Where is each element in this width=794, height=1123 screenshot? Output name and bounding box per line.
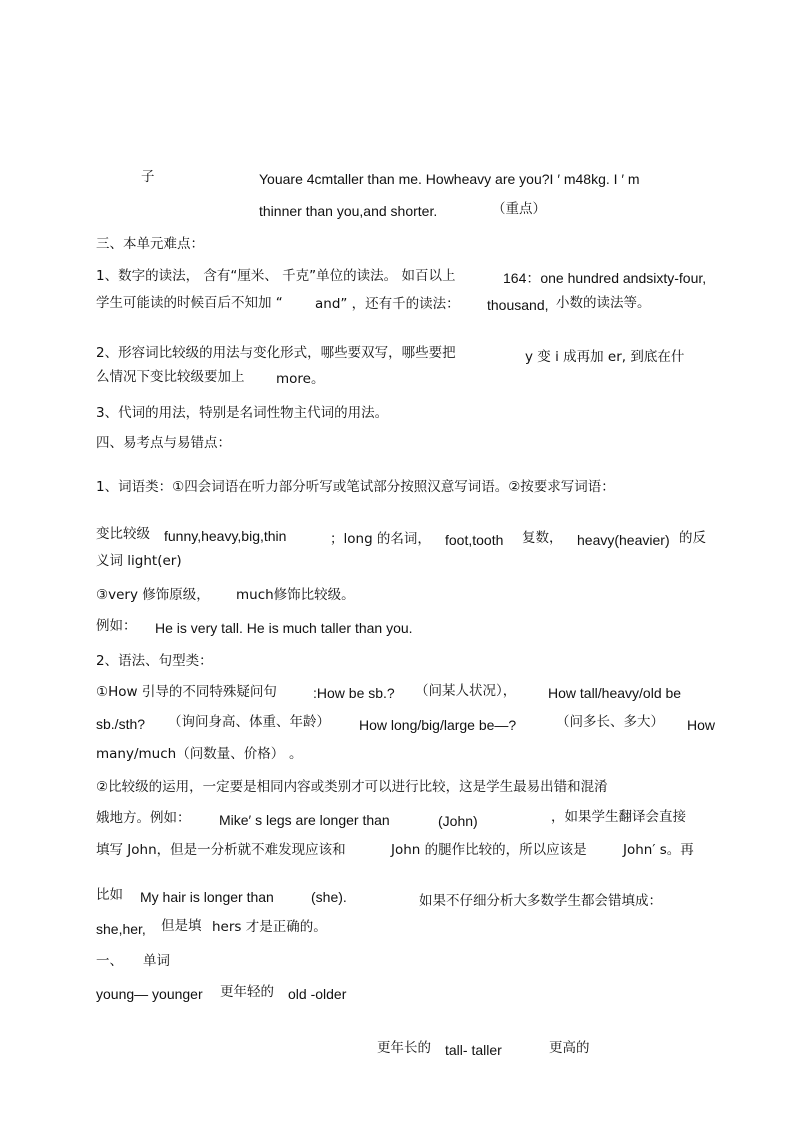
vocab-word-list: funny,heavy,big,thin (164, 528, 287, 544)
grammar-how-d: How tall/heavy/old be (548, 685, 682, 701)
grammar-how-c: （问某人状况）， (415, 683, 517, 699)
comparison-she: (she). (311, 889, 347, 905)
comparison-text-e: John 的腿作比较的，所以应该是 (391, 842, 587, 858)
grammar-how-e: How (687, 717, 716, 733)
grammar-sb: sb./sth? (96, 716, 146, 732)
heading-difficulties: 三、本单元难点： (96, 236, 204, 252)
grammar-ask-length: （问多长、多大） (556, 714, 664, 730)
comparison-text-d: 填写 John，但是一分析就不难发现应该和 (96, 842, 346, 858)
grammar-many-much: many/much（问数量、价格） (96, 746, 285, 762)
comparison-text-g: 比如 (96, 887, 123, 903)
difficulty-1-thousand: thousand, (487, 297, 549, 313)
difficulty-2-text-c: 么情况下变比较级要加上 (96, 369, 245, 385)
word-old: old -older (288, 986, 347, 1002)
difficulty-2-text-a: 2、形容词比较级的用法与变化形式，哪些要双写，哪些要把 (96, 345, 456, 361)
example-sentence-2: thinner than you,and shorter. (259, 203, 438, 219)
vocab-antonym-a: 的反 (679, 530, 706, 546)
word-tall: tall- taller (445, 1042, 502, 1058)
example-label: 例如： (96, 618, 137, 634)
grammar-how-b: :How be sb.? (313, 685, 395, 701)
comparison-text-b: 娥地方。例如： (96, 810, 191, 826)
vocab-category: 1、词语类：①四会词语在听力部分听写或笔试部分按照汉意写词语。②按要求写词语： (96, 479, 615, 495)
vocab-antonym-b: 义词 light(er) (96, 553, 182, 569)
vocab-plural: 复数， (522, 530, 563, 546)
vocab-text-a: 变比较级 (96, 526, 150, 542)
difficulty-1-text-b: 学生可能读的时候百后不知加 “ (96, 295, 283, 311)
difficulty-2-text-b: y 变 i 成再加 er, 到底在什 (525, 349, 685, 365)
difficulty-1-number-example: 164：one hundred andsixty-four, (503, 270, 707, 286)
word-younger-meaning: 更年轻的 (220, 984, 274, 1000)
vocab-heavy: heavy(heavier) (577, 532, 670, 548)
very-usage: ③very 修饰原级， (96, 587, 210, 603)
comparison-john: (John) (438, 813, 478, 829)
example-sentence-1: Youare 4cmtaller than me. Howheavy are you?I ′ m48kg. I ′ m (259, 171, 640, 187)
word-young: young— younger (96, 986, 203, 1002)
comparison-text-a: ②比较级的运用，一定要是相同内容或类别才可以进行比较，这是学生最易出错和混淆 (96, 779, 608, 795)
grammar-how-long: How long/big/large be—? (359, 717, 517, 733)
vocab-foot-tooth: foot,tooth (445, 532, 504, 548)
comparison-mike: Mike′ s legs are longer than (219, 812, 390, 828)
difficulty-2-more: more。 (276, 371, 325, 387)
vocab-long: ；long 的名词， (330, 531, 431, 547)
key-point-note: （重点） (492, 201, 546, 217)
comparison-text-f: John′ s。再 (623, 842, 694, 858)
grammar-period: 。 (289, 746, 303, 762)
grammar-ask-height: （询问身高、体重、年龄） (168, 714, 330, 730)
heading-common-errors: 四、易考点与易错点： (96, 435, 231, 451)
difficulty-1-text-a: 1、数字的读法， 含有“厘米、 千克”单位的读法。 如百以上 (96, 268, 456, 284)
grammar-how-a: ①How 引导的不同特殊疑问句 (96, 684, 277, 700)
difficulty-1-and: and” ，还有千的读法： (315, 296, 460, 312)
comparison-text-c: ，如果学生翻译会直接 (551, 809, 686, 825)
comparison-hers: hers 才是正确的。 (212, 919, 327, 935)
much-usage: much修饰比较级。 (236, 587, 355, 603)
text-zi: 子 (141, 169, 155, 185)
section-words-heading: 单词 (143, 953, 170, 969)
comparison-text-h: 如果不仔细分析大多数学生都会错填成： (419, 893, 662, 909)
word-older-meaning: 更年长的 (377, 1040, 431, 1056)
comparison-she-her: she,her, (96, 921, 146, 937)
section-one-number: 一、 (96, 953, 123, 969)
word-taller-meaning: 更高的 (549, 1040, 590, 1056)
example-sentence-tall: He is very tall. He is much taller than you. (155, 620, 413, 636)
comparison-text-i: 但是填 (161, 918, 202, 934)
difficulty-1-text-c: 小数的读法等。 (556, 295, 651, 311)
comparison-hair: My hair is longer than (140, 889, 274, 905)
grammar-heading: 2、语法、句型类： (96, 653, 213, 669)
difficulty-3: 3、代词的用法，特别是名词性物主代词的用法。 (96, 405, 389, 421)
